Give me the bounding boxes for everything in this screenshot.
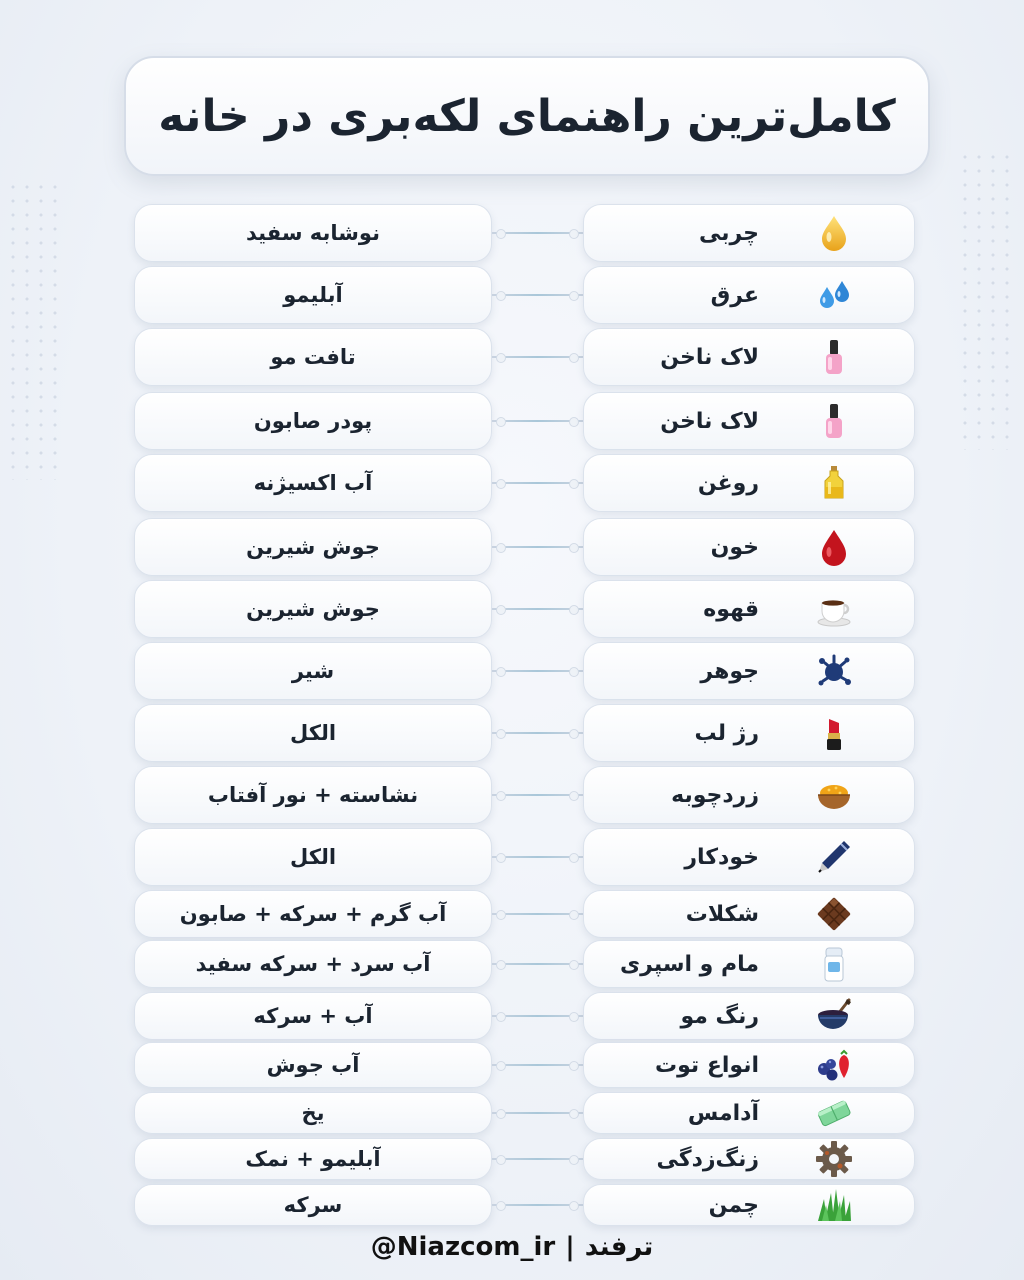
stain-card [583,580,915,638]
stain-card [583,1092,915,1134]
lipstick-icon [812,711,856,755]
remedy-label: آب سرد + سرکه سفید [195,952,431,976]
stain-label: جوهر [700,658,759,684]
connector-line [492,482,583,484]
remedy-card [134,392,492,450]
stain-card [583,890,915,938]
remedy-card [134,992,492,1040]
stain-card [583,204,915,262]
grass-icon [812,1183,856,1227]
table-row [0,1184,1024,1226]
table-row [0,1138,1024,1180]
stain-label: رژ لب [694,720,759,746]
turmeric-bowl-icon [812,773,856,817]
connector-line [492,546,583,548]
remedy-label: سرکه [283,1193,343,1217]
footer-handle: @Niazcom_ir [370,1232,556,1262]
stain-label: خودکار [684,844,759,870]
stain-card [583,518,915,576]
remedy-card [134,580,492,638]
remedy-card [134,204,492,262]
table-row [0,940,1024,988]
footer-separator: | [565,1232,575,1262]
table-row [0,704,1024,762]
connector-line [492,1204,583,1206]
table-row [0,204,1024,262]
connector-line [492,1015,583,1017]
ink-splat-icon [812,649,856,693]
stain-label: چربی [698,220,759,246]
table-row [0,828,1024,886]
blood-drop-icon [812,525,856,569]
remedy-card [134,1184,492,1226]
stain-card [583,392,915,450]
remedy-label: نشاسته + نور آفتاب [207,783,419,807]
stain-card [583,1184,915,1226]
sweat-drops-icon [812,273,856,317]
page-title: کامل‌ترین راهنمای لکه‌بری در خانه [158,90,896,142]
table-row [0,1042,1024,1088]
remedy-card [134,454,492,512]
remedy-label: یخ [301,1101,325,1125]
berries-icon [812,1043,856,1087]
connector-line [492,732,583,734]
remedy-card [134,704,492,762]
table-row [0,392,1024,450]
remedy-label: تافت مو [270,345,356,369]
connector-line [492,856,583,858]
coffee-cup-icon [812,587,856,631]
stain-card [583,454,915,512]
remedy-card [134,328,492,386]
table-row [0,266,1024,324]
connector-line [492,670,583,672]
remedy-card [134,266,492,324]
oil-bottle-icon [812,461,856,505]
stain-label: مام و اسپری [619,951,759,977]
connector-line [492,794,583,796]
remedy-label: الکل [289,845,337,869]
table-row [0,518,1024,576]
connector-line [492,356,583,358]
footer [0,1222,1024,1272]
chocolate-icon [812,892,856,936]
connector-line [492,913,583,915]
stain-card [583,940,915,988]
stain-label: آدامس [687,1100,759,1126]
chewing-gum-icon [812,1091,856,1135]
remedy-label: شیر [291,659,335,683]
stain-label: لاک ناخن [660,344,759,370]
stain-card [583,1138,915,1180]
stain-card [583,766,915,824]
stain-card [583,266,915,324]
remedy-label: جوش شیرین [246,535,380,559]
table-row [0,642,1024,700]
stain-label: زردچوبه [671,782,759,808]
table-row [0,580,1024,638]
connector-line [492,420,583,422]
remedy-label: آب جوش [266,1053,360,1077]
connector-line [492,1158,583,1160]
remedy-label: آب اکسیژنه [253,471,373,495]
table-row [0,454,1024,512]
nail-polish-icon [812,335,856,379]
stain-card [583,992,915,1040]
stain-label: زنگ‌زدگی [656,1146,759,1172]
footer-brand: ترفند [584,1232,654,1262]
remedy-label: جوش شیرین [246,597,380,621]
stain-label: خون [710,534,759,560]
remedy-label: آب گرم + سرکه + صابون [179,902,447,926]
hair-dye-bowl-icon [812,994,856,1038]
remedy-label: آبلیمو [283,283,343,307]
nail-polish-icon [812,399,856,443]
connector-line [492,1064,583,1066]
remedy-card [134,1138,492,1180]
stain-card [583,828,915,886]
stain-label: شکلات [685,901,759,927]
remedy-label: نوشابه سفید [246,221,380,245]
connector-line [492,294,583,296]
remedy-card [134,642,492,700]
stain-label: لاک ناخن [660,408,759,434]
connector-line [492,963,583,965]
table-row [0,766,1024,824]
stain-card [583,704,915,762]
oil-drop-icon [812,211,856,255]
table-row [0,1092,1024,1134]
title-card [124,56,930,176]
remedy-card [134,890,492,938]
stain-card [583,328,915,386]
stain-label: رنگ مو [680,1003,759,1029]
stain-label: عرق [710,282,759,308]
remedy-card [134,1092,492,1134]
table-row [0,992,1024,1040]
stain-label: قهوه [703,596,759,622]
stain-card [583,1042,915,1088]
connector-line [492,1112,583,1114]
deodorant-icon [812,942,856,986]
connector-line [492,232,583,234]
stain-card [583,642,915,700]
table-row [0,328,1024,386]
remedy-label: پودر صابون [253,409,373,433]
remedy-label: آب + سرکه [253,1004,373,1028]
remedy-card [134,828,492,886]
remedy-card [134,940,492,988]
remedy-card [134,518,492,576]
pen-icon [812,835,856,879]
remedy-label: آبلیمو + نمک [245,1147,381,1171]
table-row [0,890,1024,938]
remedy-label: الکل [289,721,337,745]
stain-label: چمن [708,1192,759,1218]
stain-label: انواع توت [655,1052,759,1078]
remedy-card [134,1042,492,1088]
remedy-card [134,766,492,824]
rusty-gear-icon [812,1137,856,1181]
connector-line [492,608,583,610]
stain-label: روغن [697,470,759,496]
